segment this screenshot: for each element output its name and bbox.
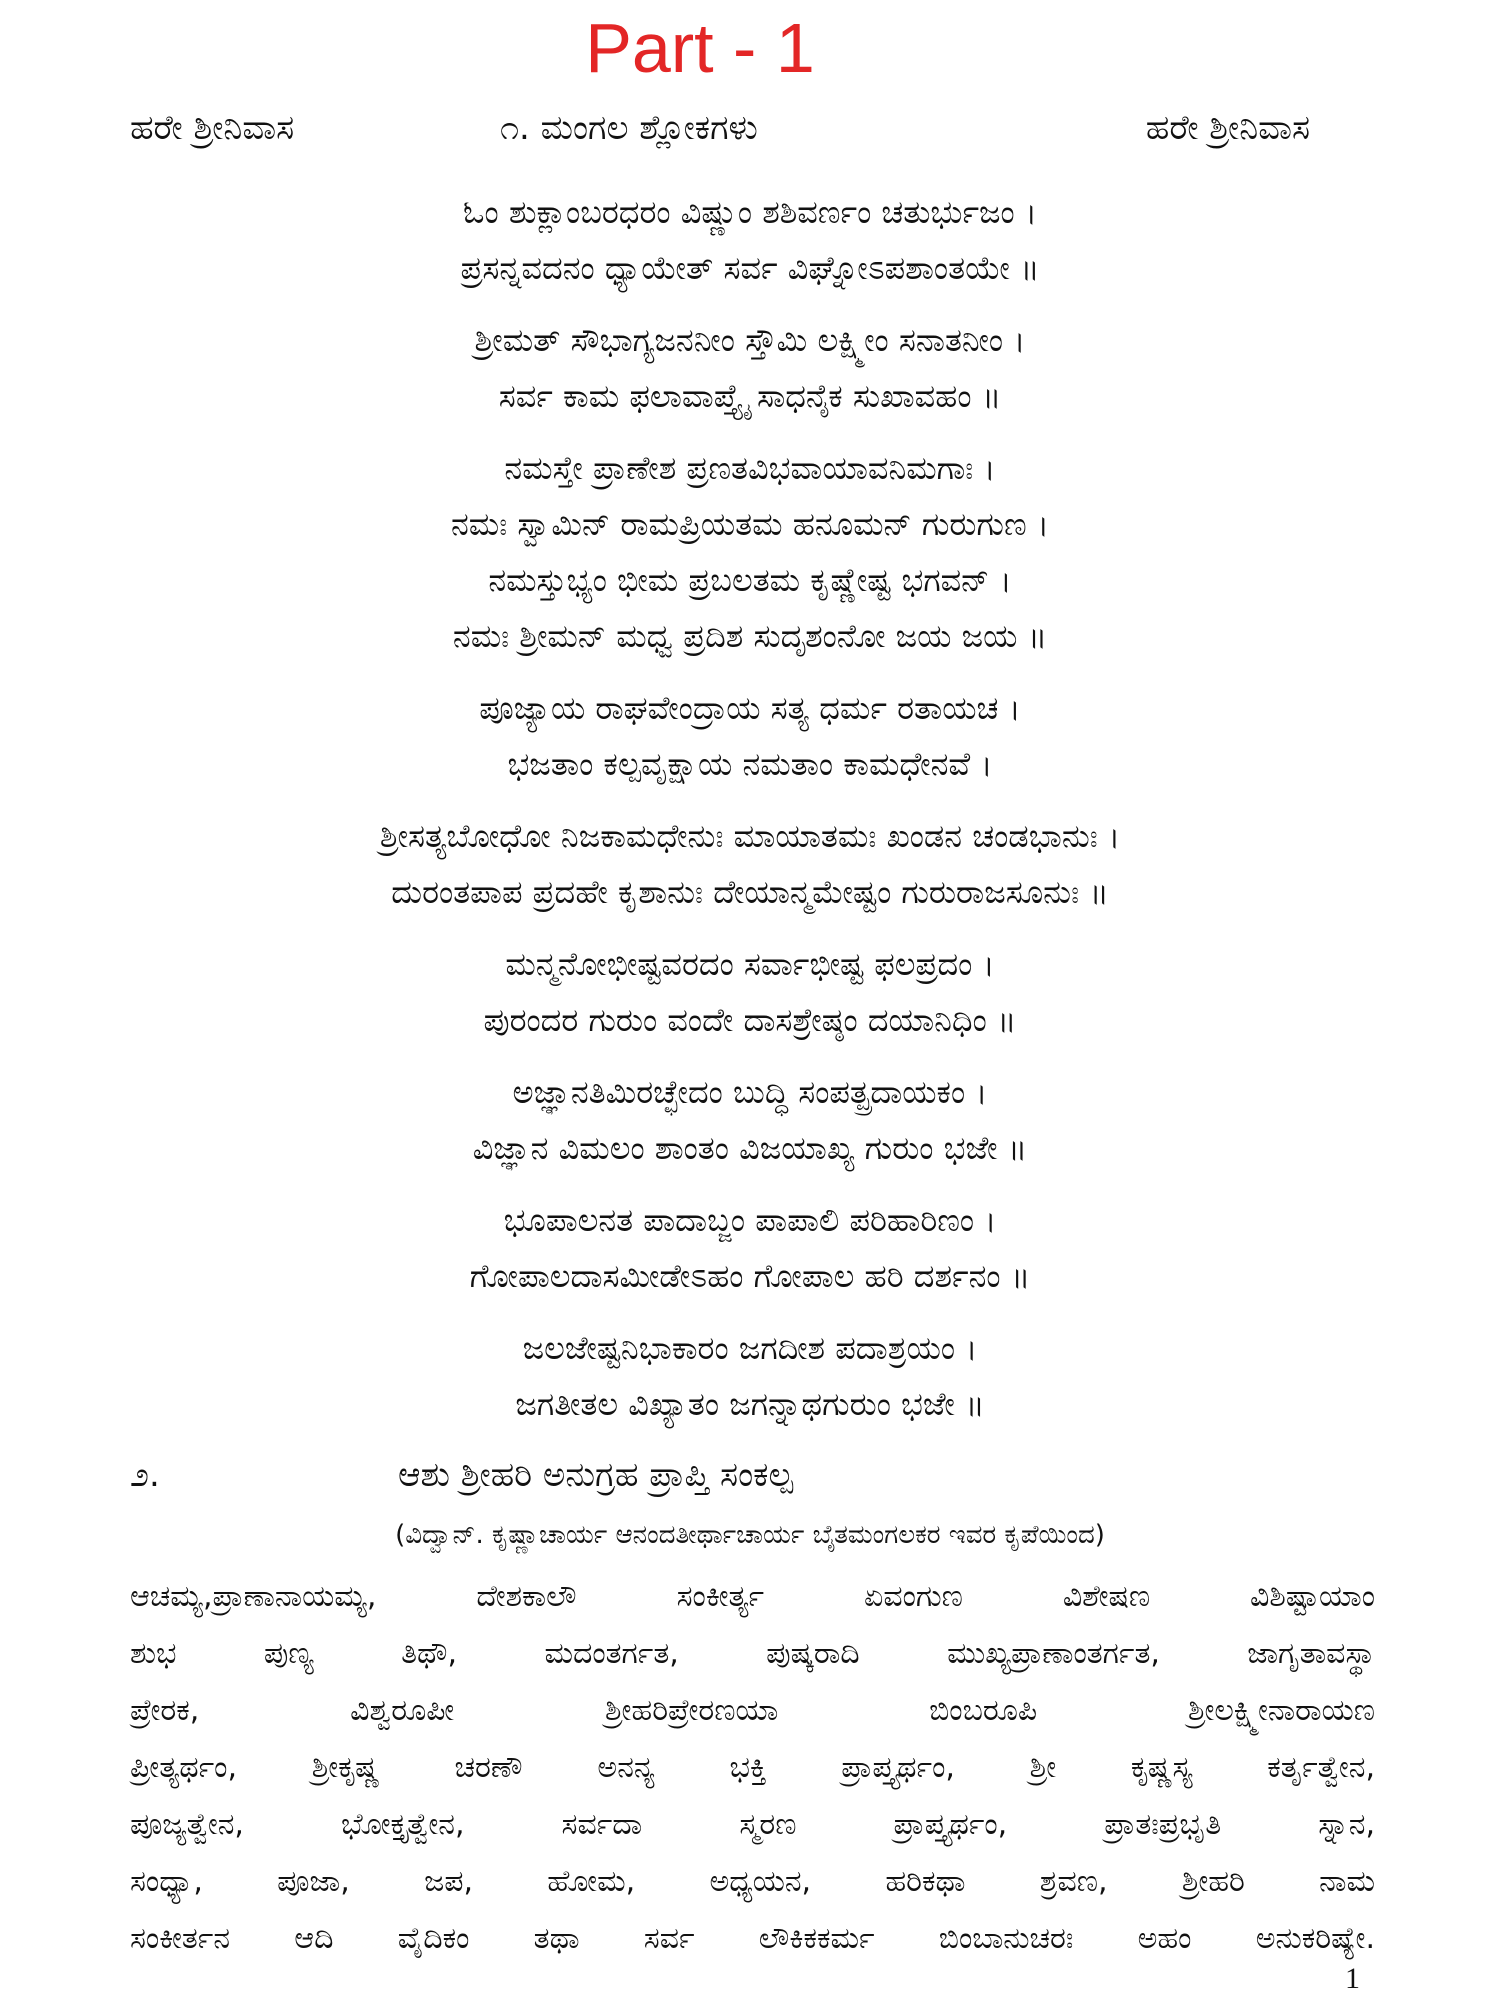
- section-number: ೨.: [130, 1455, 160, 1495]
- paragraph-line: ಪೂಜ್ಯತ್ವೇನ, ಭೋಕ್ತೃತ್ವೇನ, ಸರ್ವದಾ ಸ್ಮರಣ ಪ್ರಾಪ್ತ್ಯರ್ಥಂ, ಪ್ರಾತಃಪ್ರಭೃತಿ ಸ್ನಾನ,: [130, 1807, 1375, 1842]
- page-number: 1: [1345, 1962, 1360, 1995]
- page-header: [130, 108, 1310, 158]
- paragraph-line: ಆಚಮ್ಯ,ಪ್ರಾಣಾನಾಯಮ್ಯ, ದೇಶಕಾಲೌ ಸಂಕೀರ್ತ್ಯ ಏವಂಗುಣ ವಿಶೇಷಣ ವಿಶಿಷ್ಟಾಯಾಂ: [130, 1579, 1375, 1614]
- verse: [0, 936, 1500, 1048]
- header-right: ಹರೇ ಶ್ರೀನಿವಾಸ: [1145, 108, 1310, 148]
- verse: [0, 440, 1500, 664]
- part-title: Part - 1: [585, 9, 815, 87]
- verse-line: ನಮಃ ಶ್ರೀಮನ್ ಮಧ್ವ ಪ್ರದಿಶ ಸುದೃಶಂನೋ ಜಯ ಜಯ ॥: [452, 617, 1048, 655]
- verse-line: ಶ್ರೀಸತ್ಯಬೋಧೋ ನಿಜಕಾಮಧೇನುಃ ಮಾಯಾತಮಃ ಖಂಡನ ಚಂಡಭಾನುಃ ।: [379, 817, 1121, 855]
- verse: [0, 184, 1500, 296]
- sankalpa-paragraph: [130, 1568, 1375, 1967]
- verse: [0, 1064, 1500, 1176]
- header-left: ಹರೇ ಶ್ರೀನಿವಾಸ: [130, 108, 295, 148]
- verse-line: ವಿಜ್ಞಾನ ವಿಮಲಂ ಶಾಂತಂ ವಿಜಯಾಖ್ಯ ಗುರುಂ ಭಜೇ ॥: [472, 1129, 1028, 1167]
- paragraph-line: ಪ್ರೇರಕ, ವಿಶ್ವರೂಪೀ ಶ್ರೀಹರಿಪ್ರೇರಣಯಾ ಬಿಂಬರೂಪಿ ಶ್ರೀಲಕ್ಷ್ಮೀನಾರಾಯಣ: [130, 1693, 1375, 1728]
- paragraph-line: ಸಂಕೀರ್ತನ ಆದಿ ವೈದಿಕಂ ತಥಾ ಸರ್ವ ಲೌಕಿಕಕರ್ಮ ಬಿಂಬಾನುಚರಃ ಅಹಂ ಅನುಕರಿಷ್ಯೇ.: [130, 1921, 1375, 1956]
- section-heading: [130, 1455, 1380, 1511]
- verse: [0, 312, 1500, 424]
- verse: [0, 680, 1500, 792]
- verse-line: ನಮಸ್ತುಭ್ಯಂ ಭೀಮ ಪ್ರಬಲತಮ ಕೃಷ್ಣೇಷ್ಟ ಭಗವನ್ ।: [488, 561, 1012, 599]
- verse-line: ದುರಂತಪಾಪ ಪ್ರದಹೇ ಕೃಶಾನುಃ ದೇಯಾನ್ಮಮೇಷ್ಟಂ ಗುರುರಾಜಸೂನುಃ ॥: [391, 873, 1109, 911]
- verse-line: ಗೋಪಾಲದಾಸಮೀಡೇಽಹಂ ಗೋಪಾಲ ಹರಿ ದರ್ಶನಂ ॥: [469, 1257, 1031, 1295]
- paragraph-line: ಪ್ರೀತ್ಯರ್ಥಂ, ಶ್ರೀಕೃಷ್ಣ ಚರಣೌ ಅನನ್ಯ ಭಕ್ತಿ ಪ್ರಾಪ್ತ್ಯರ್ಥಂ, ಶ್ರೀ ಕೃಷ್ಣಸ್ಯ ಕರ್ತೃತ್ವೇನ,: [130, 1750, 1375, 1785]
- verse: [0, 1320, 1500, 1432]
- verse-line: ಭಜತಾಂ ಕಲ್ಪವೃಕ್ಷಾಯ ನಮತಾಂ ಕಾಮಧೇನವೆ ।: [507, 745, 993, 783]
- section-subtitle: (ವಿದ್ವಾನ್. ಕೃಷ್ಣಾಚಾರ್ಯ ಆನಂದತೀರ್ಥಾಚಾರ್ಯ ಬೈತಮಂಗಲಕರ ಇವರ ಕೃಪೆಯಿಂದ): [395, 1520, 1105, 1550]
- verse: [0, 1192, 1500, 1304]
- verse-line: ನಮಸ್ತೇ ಪ್ರಾಣೇಶ ಪ್ರಣತವಿಭವಾಯಾವನಿಮಗಾಃ ।: [504, 449, 996, 487]
- verse-line: ಜಗತೀತಲ ವಿಖ್ಯಾತಂ ಜಗನ್ನಾಥಗುರುಂ ಭಜೇ ॥: [515, 1385, 985, 1423]
- header-chapter-title: ೧. ಮಂಗಲ ಶ್ಲೋಕಗಳು: [500, 108, 758, 148]
- verse-line: ಪೂಜ್ಯಾಯ ರಾಘವೇಂದ್ರಾಯ ಸತ್ಯ ಧರ್ಮ ರತಾಯಚ ।: [479, 689, 1021, 727]
- verse-line: ಸರ್ವ ಕಾಮ ಫಲಾವಾಪ್ತ್ಯೈ ಸಾಧನೈಕ ಸುಖಾವಹಂ ॥: [498, 377, 1002, 415]
- verse-line: ಭೂಪಾಲನತ ಪಾದಾಬ್ಜಂ ಪಾಪಾಲಿ ಪರಿಹಾರಿಣಂ ।: [503, 1201, 997, 1239]
- verse-line: ಅಜ್ಞಾನತಿಮಿರಚ್ಛೇದಂ ಬುದ್ಧಿ ಸಂಪತ್ಪ್ರದಾಯಕಂ ।: [512, 1073, 988, 1111]
- verse-line: ನಮಃ ಸ್ವಾಮಿನ್ ರಾಮಪ್ರಿಯತಮ ಹನೂಮನ್ ಗುರುಗುಣ ।: [451, 505, 1049, 543]
- verse: [0, 808, 1500, 920]
- paragraph-line: ಸಂಧ್ಯಾ, ಪೂಜಾ, ಜಪ, ಹೋಮ, ಅಧ್ಯಯನ, ಹರಿಕಥಾ ಶ್ರವಣ, ಶ್ರೀಹರಿ ನಾಮ: [130, 1864, 1375, 1899]
- paragraph-line: ಶುಭ ಪುಣ್ಯ ತಿಥೌ, ಮದಂತರ್ಗತ, ಪುಷ್ಕರಾದಿ ಮುಖ್ಯಪ್ರಾಣಾಂತರ್ಗತ, ಜಾಗೃತಾವಸ್ಥಾ: [130, 1636, 1375, 1671]
- verse-line: ಓಂ ಶುಕ್ಲಾಂಬರಧರಂ ವಿಷ್ಣುಂ ಶಶಿವರ್ಣಂ ಚತುರ್ಭುಜಂ ।: [462, 193, 1038, 231]
- verse-line: ಮನ್ಮನೋಭೀಷ್ಟವರದಂ ಸರ್ವಾಭೀಷ್ಟ ಫಲಪ್ರದಂ ।: [505, 945, 995, 983]
- verses-block: [0, 184, 1500, 1448]
- section-title: ಆಶು ಶ್ರೀಹರಿ ಅನುಗ್ರಹ ಪ್ರಾಪ್ತಿ ಸಂಕಲ್ಪ: [398, 1455, 794, 1495]
- verse-line: ಪುರಂದರ ಗುರುಂ ವಂದೇ ದಾಸಶ್ರೇಷ್ಠಂ ದಯಾನಿಧಿಂ ॥: [483, 1001, 1017, 1039]
- verse-line: ಜಲಜೇಷ್ಟನಿಭಾಕಾರಂ ಜಗದೀಶ ಪದಾಶ್ರಯಂ ।: [522, 1329, 978, 1367]
- verse-line: ಶ್ರೀಮತ್ ಸೌಭಾಗ್ಯಜನನೀಂ ಸ್ತೌಮಿ ಲಕ್ಷ್ಮೀಂ ಸನಾತನೀಂ ।: [474, 321, 1026, 359]
- verse-line: ಪ್ರಸನ್ನವದನಂ ಧ್ಯಾಯೇತ್ ಸರ್ವ ವಿಘ್ನೋಽಪಶಾಂತಯೇ ॥: [460, 249, 1040, 287]
